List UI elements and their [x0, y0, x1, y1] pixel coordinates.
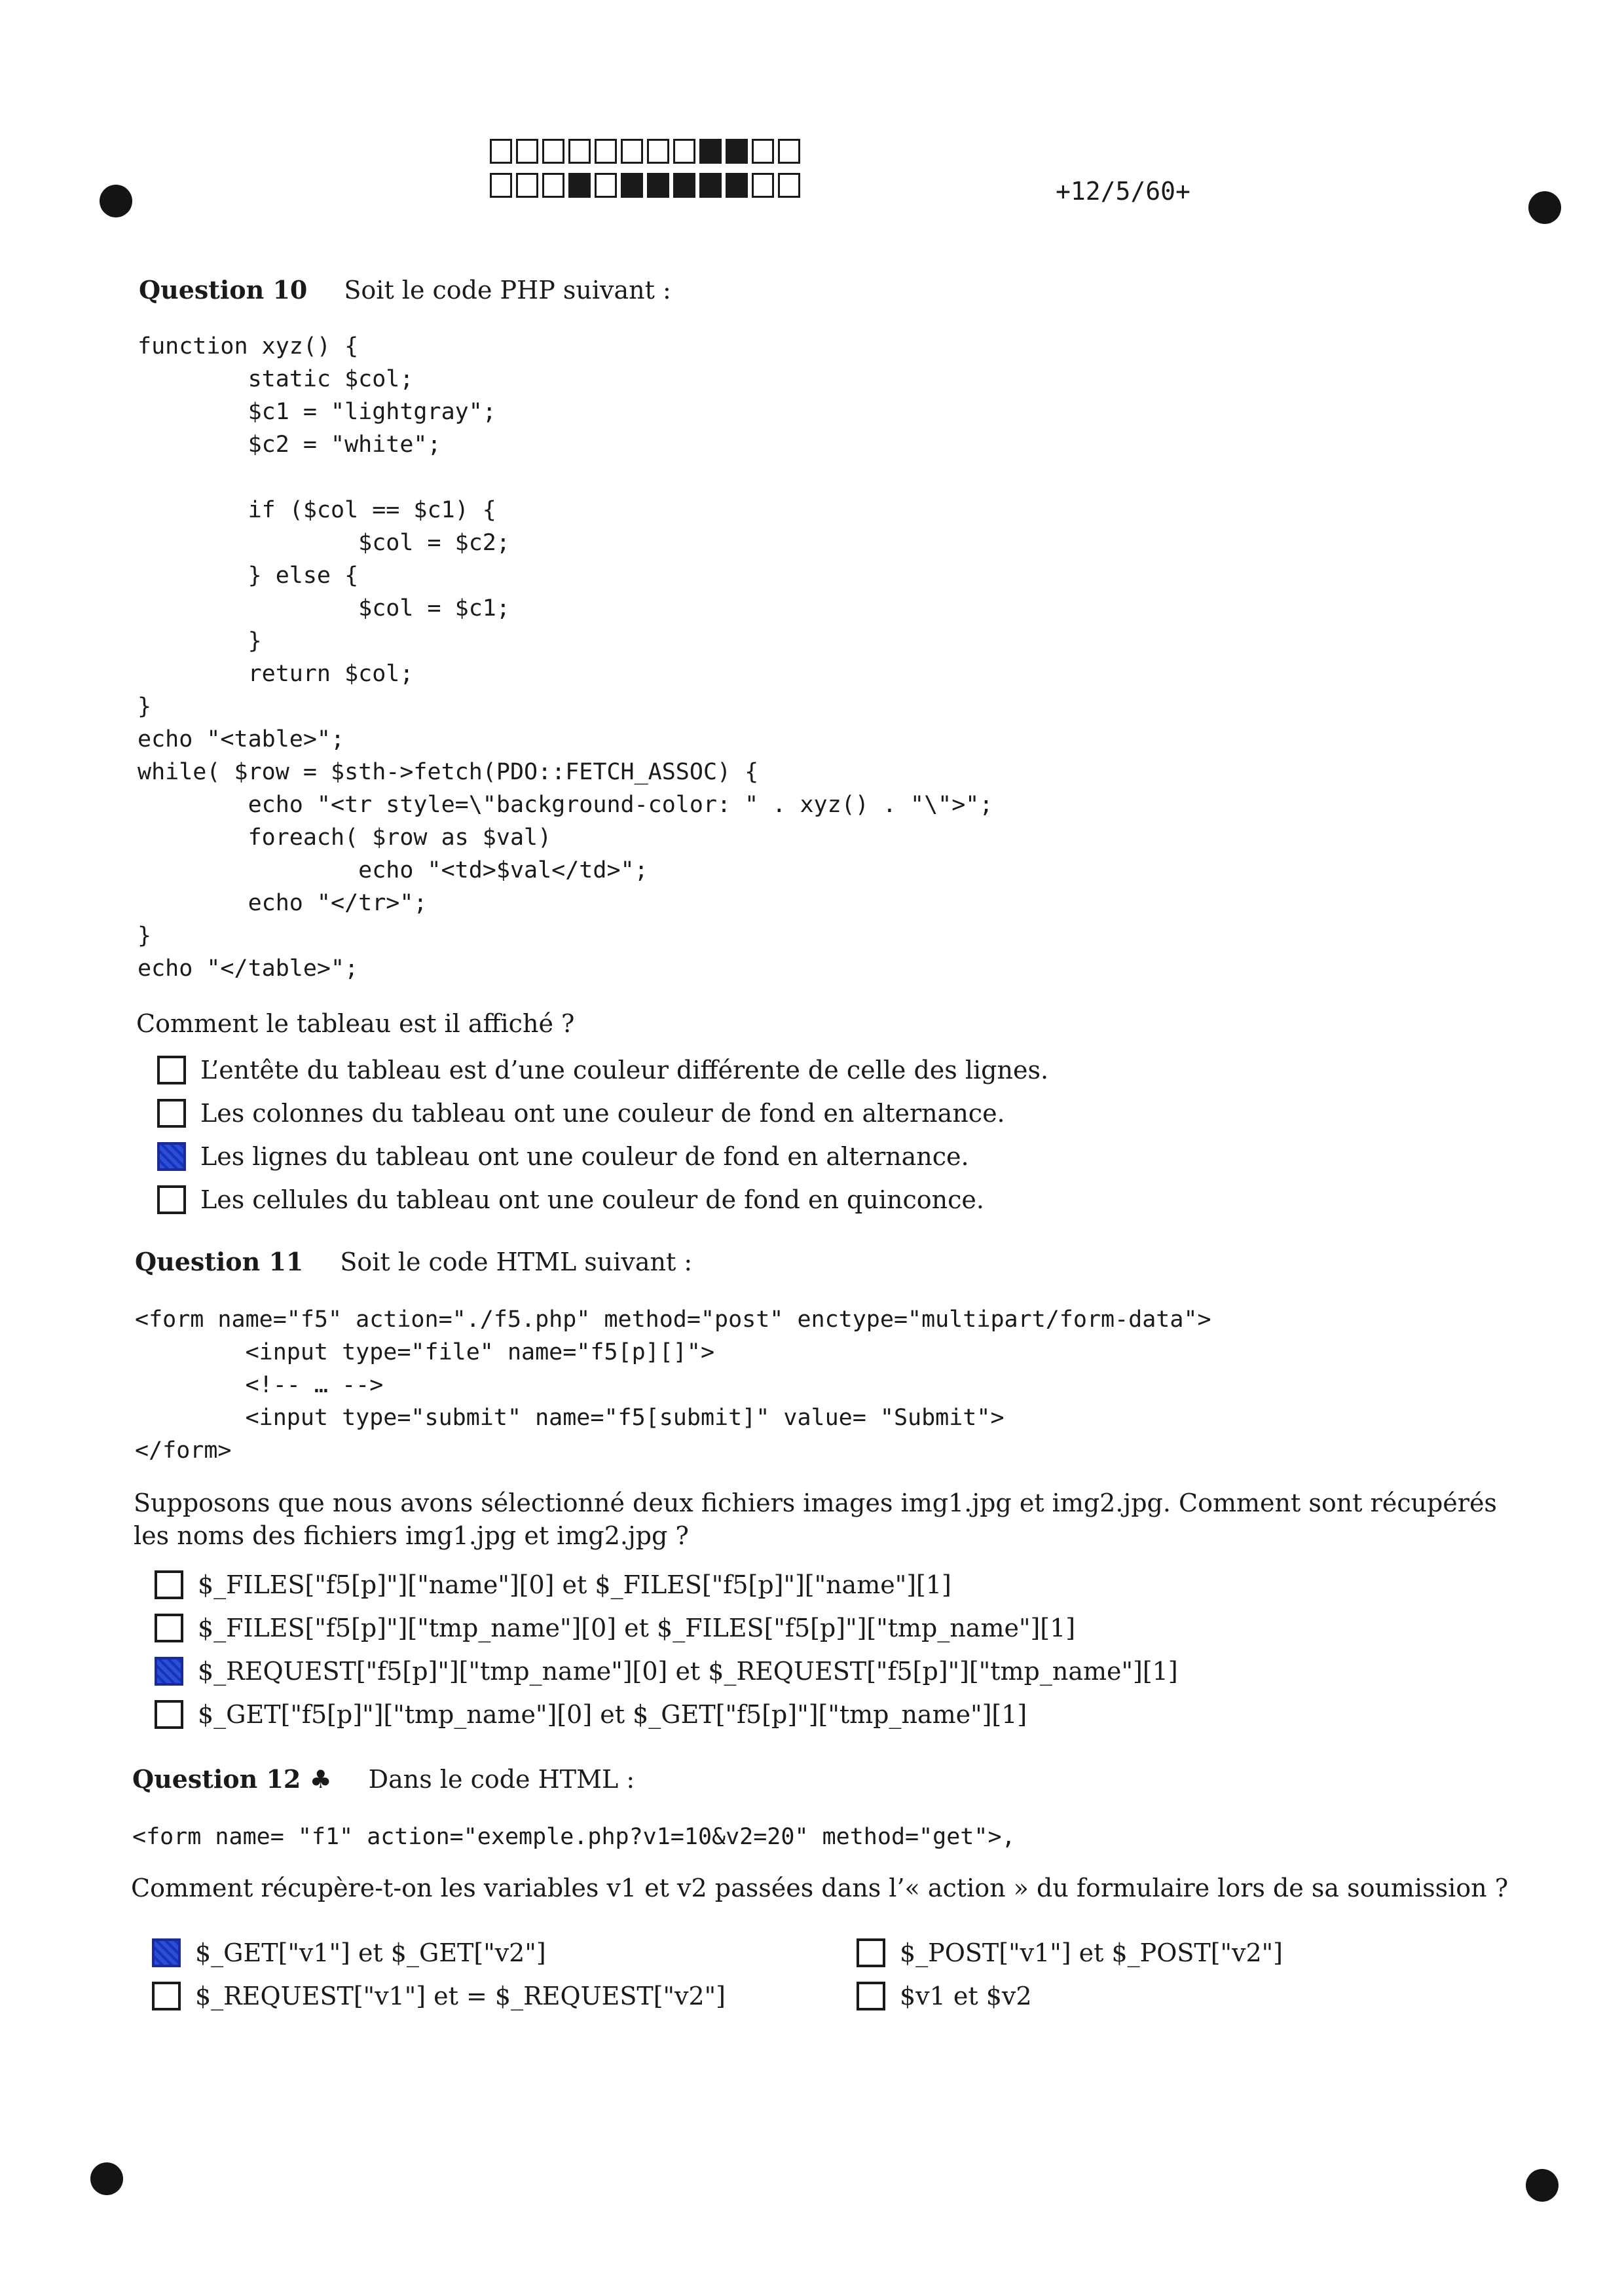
question-intro: Dans le code HTML : — [368, 1765, 635, 1794]
barcode-cell-empty — [542, 139, 564, 164]
checkbox[interactable] — [157, 1142, 186, 1171]
barcode-cell-filled — [726, 173, 748, 198]
barcode-cell-empty — [542, 173, 564, 198]
checkbox[interactable] — [857, 1982, 885, 2010]
barcode-cell-empty — [595, 173, 617, 198]
checkbox[interactable] — [157, 1185, 186, 1214]
choice-label: $_POST["v1"] et $_POST["v2"] — [900, 1938, 1283, 1967]
choice-label: $v1 et $v2 — [900, 1982, 1032, 2010]
barcode-cell-empty — [778, 139, 800, 164]
choice-label: Les colonnes du tableau ont une couleur de fond en alternance. — [200, 1099, 1005, 1128]
barcode-row — [490, 139, 804, 164]
checkbox[interactable] — [152, 1938, 181, 1967]
barcode-cell-filled — [726, 139, 748, 164]
barcode-cell-empty — [516, 139, 538, 164]
q10-choice-2[interactable] — [157, 1099, 1005, 1128]
q11-choice-2[interactable] — [155, 1614, 1075, 1642]
barcode-cell-filled — [699, 173, 722, 198]
barcode-cell-filled — [673, 173, 695, 198]
question-11-heading — [135, 1247, 692, 1276]
checkbox[interactable] — [857, 1938, 885, 1967]
barcode-cell-empty — [752, 173, 774, 198]
q11-choice-1[interactable] — [155, 1570, 951, 1599]
registration-mark-top-right — [1528, 191, 1561, 224]
q12-choice-2[interactable] — [857, 1938, 1283, 1967]
registration-mark-top-left — [100, 185, 132, 217]
checkbox[interactable] — [155, 1570, 183, 1599]
barcode-row — [490, 173, 804, 198]
checkbox[interactable] — [157, 1099, 186, 1128]
question-label: Question 12 ♣ — [132, 1764, 332, 1794]
choice-label: $_REQUEST["f5[p]"]["tmp_name"][0] et $_REQUEST["f5[p]"]["tmp_name"][1] — [198, 1657, 1178, 1686]
checkbox[interactable] — [152, 1982, 181, 2010]
choice-label: $_REQUEST["v1"] et = $_REQUEST["v2"] — [195, 1982, 726, 2010]
q10-choice-3[interactable] — [157, 1142, 969, 1171]
choice-label: $_GET["f5[p]"]["tmp_name"][0] et $_GET["f5[p]"]["tmp_name"][1] — [198, 1700, 1027, 1729]
barcode-cell-empty — [673, 139, 695, 164]
barcode-cell-empty — [647, 139, 669, 164]
choice-label: Les lignes du tableau ont une couleur de fond en alternance. — [200, 1142, 969, 1171]
barcode-cell-empty — [490, 139, 512, 164]
q11-choice-3[interactable] — [155, 1657, 1178, 1686]
barcode-cell-filled — [568, 173, 591, 198]
barcode-cell-empty — [568, 139, 591, 164]
barcode-cell-empty — [752, 139, 774, 164]
registration-mark-bottom-left — [90, 2162, 123, 2195]
checkbox[interactable] — [155, 1614, 183, 1642]
choice-label: $_FILES["f5[p]"]["name"][0] et $_FILES["f5[p]"]["name"][1] — [198, 1570, 951, 1599]
question-10-code: function xyz() { static $col; $c1 = "lightgray"; $c2 = "white"; if ($col == $c1) { $col = $c2; } else { $col = $c1; } return $col; } echo "<table>"; while( $row = $sth->fetch(PDO::FETCH_ASSOC) { echo "<tr style=\"background-color: " . xyz() . "\">"; foreach( $row as $val) echo "<td>$val</td>"; echo "</tr>"; } echo "</table>"; — [138, 333, 993, 982]
barcode-cell-empty — [595, 139, 617, 164]
question-intro: Soit le code HTML suivant : — [340, 1248, 693, 1276]
q10-choice-4[interactable] — [157, 1185, 984, 1214]
question-10-prompt: Comment le tableau est il affiché ? — [136, 1009, 575, 1038]
question-11-code: <form name="f5" action="./f5.php" method="post" enctype="multipart/form-data"> <input type="file" name="f5[p][]"> <!-- … --> <input type="submit" name="f5[submit]" value= "Submit"> </form> — [135, 1306, 1211, 1464]
checkbox[interactable] — [155, 1657, 183, 1686]
q11-choice-4[interactable] — [155, 1700, 1027, 1729]
question-11-prompt: Supposons que nous avons sélectionné deux fichiers images img1.jpg et img2.jpg. Comment sont récupérés les noms des fichiers img1.jpg et img2.jpg ? — [134, 1489, 1497, 1550]
q12-choice-1[interactable] — [152, 1938, 546, 1967]
registration-mark-bottom-right — [1526, 2169, 1559, 2202]
choice-label: L’entête du tableau est d’une couleur différente de celle des lignes. — [200, 1056, 1049, 1084]
question-label: Question 10 — [139, 275, 308, 305]
checkbox[interactable] — [157, 1056, 186, 1084]
choice-label: $_GET["v1"] et $_GET["v2"] — [195, 1938, 546, 1967]
q12-choice-4[interactable] — [857, 1982, 1032, 2010]
question-12-code: <form name= "f1" action="exemple.php?v1=10&v2=20" method="get">, — [132, 1824, 1016, 1850]
choice-label: Les cellules du tableau ont une couleur de fond en quinconce. — [200, 1185, 984, 1214]
page-code: +12/5/60+ — [1056, 177, 1190, 206]
choice-label: $_FILES["f5[p]"]["tmp_name"][0] et $_FILES["f5[p]"]["tmp_name"][1] — [198, 1614, 1076, 1642]
question-10-heading — [139, 275, 671, 305]
barcode-cell-filled — [699, 139, 722, 164]
question-12-prompt: Comment récupère-t-on les variables v1 et v2 passées dans l’« action » du formulaire lors de sa soumission ? — [131, 1874, 1509, 1902]
barcode-cell-empty — [621, 139, 643, 164]
q10-choice-1[interactable] — [157, 1056, 1048, 1084]
checkbox[interactable] — [155, 1700, 183, 1729]
barcode-cell-filled — [621, 173, 643, 198]
barcode-cell-empty — [778, 173, 800, 198]
barcode-cell-filled — [647, 173, 669, 198]
barcode-cell-empty — [490, 173, 512, 198]
question-intro: Soit le code PHP suivant : — [344, 276, 671, 305]
question-label: Question 11 — [135, 1247, 304, 1276]
question-12-heading — [132, 1764, 635, 1794]
barcode-cell-empty — [516, 173, 538, 198]
q12-choice-3[interactable] — [152, 1982, 726, 2010]
